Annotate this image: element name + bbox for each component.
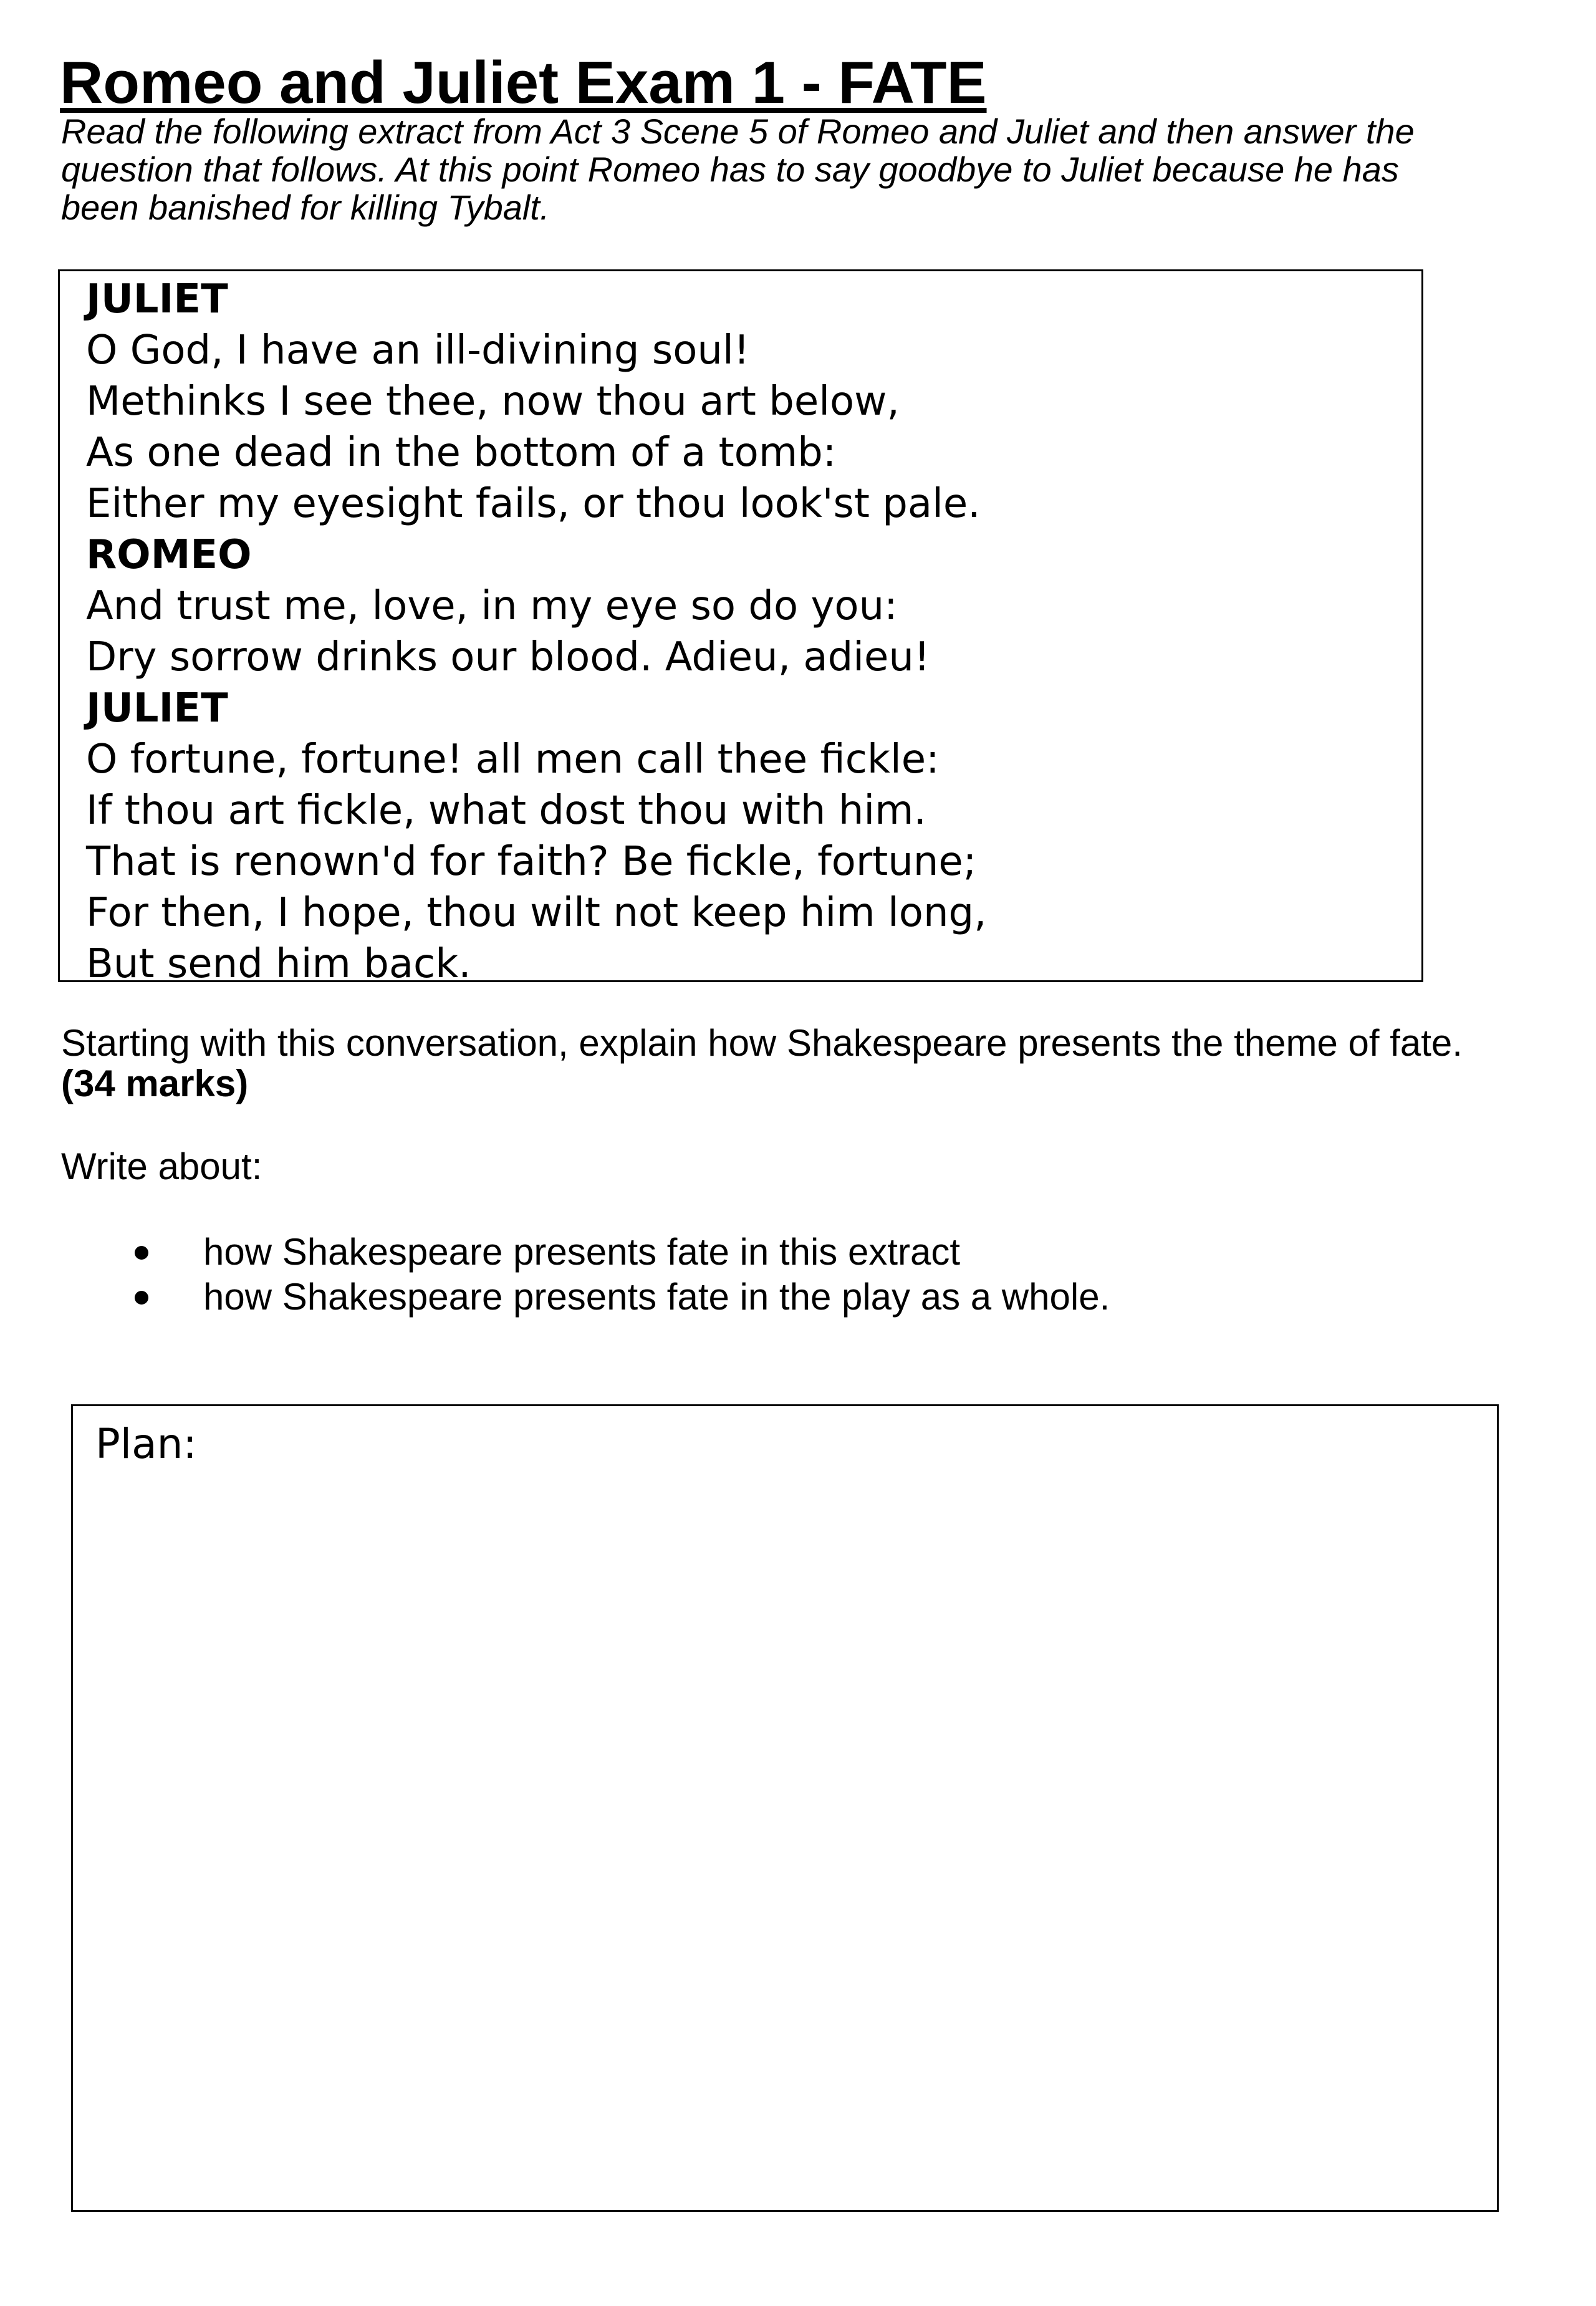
verse-line: As one dead in the bottom of a tomb:	[86, 430, 837, 476]
plan-label: Plan:	[95, 1420, 197, 1468]
verse-line: Dry sorrow drinks our blood. Adieu, adieu!	[86, 634, 930, 680]
list-item	[130, 1230, 1110, 1275]
verse-line: For then, I hope, thou wilt not keep him long,	[86, 890, 987, 936]
list-item	[130, 1275, 1110, 1319]
bullet-list	[130, 1230, 1110, 1319]
write-about-label: Write about:	[61, 1146, 262, 1187]
verse-line: Either my eyesight fails, or thou look'st pale.	[86, 481, 981, 527]
plan-answer-box[interactable]	[71, 1404, 1499, 2212]
bullet-icon	[135, 1291, 148, 1305]
question-text: Starting with this conversation, explain how Shakespeare presents the theme of fate.	[61, 1022, 1463, 1064]
verse-line: O fortune, fortune! all men call thee fickle:	[86, 736, 940, 783]
verse-line: But send him back.	[86, 941, 471, 987]
verse-line: And trust me, love, in my eye so do you:	[86, 583, 898, 629]
speaker-label: JULIET	[86, 685, 228, 731]
question-marks: (34 marks)	[61, 1063, 249, 1104]
verse-line: O God, I have an ill-divining soul!	[86, 327, 750, 374]
page-title: Romeo and Juliet Exam 1 - FATE	[60, 49, 987, 116]
bullet-text: how Shakespeare presents fate in the play as a whole.	[203, 1276, 1110, 1318]
speaker-label: JULIET	[86, 276, 228, 322]
verse-line: Methinks I see thee, now thou art below,	[86, 379, 900, 425]
exam-instructions: Read the following extract from Act 3 Scene 5 of Romeo and Juliet and then answer the question that follows. At this point Romeo has to say goodbye to Juliet because he has been banished for killing Tybalt.	[61, 112, 1415, 227]
bullet-text: how Shakespeare presents fate in this extract	[203, 1231, 961, 1273]
exam-question	[61, 1023, 1507, 1104]
verse-line: That is renown'd for faith? Be fickle, fortune;	[86, 839, 977, 885]
verse-line: If thou art fickle, what dost thou with him.	[86, 788, 926, 834]
extract-box	[58, 269, 1423, 987]
bullet-icon	[135, 1246, 148, 1260]
speaker-label: ROMEO	[86, 532, 252, 578]
